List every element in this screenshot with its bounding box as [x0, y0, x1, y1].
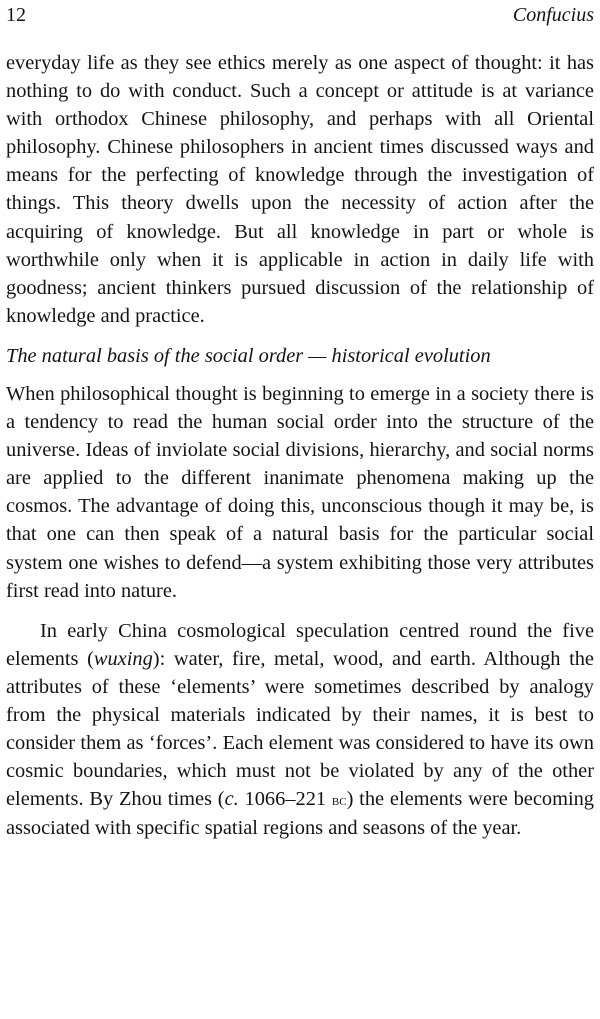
running-title: Confucius [512, 4, 594, 26]
p3-text-part3: ) the elements were becoming associated with specific spatial regions and seasons of the year. [6, 788, 594, 840]
paragraph-ethics-conduct: everyday life as they see ethics merely as one aspect of thought: it has nothing to do with conduct. Such a concept or attitude is at variance with orthodox Chinese philosophy, and perhaps with all Oriental philosophy. Chinese philosophers in ancient times discussed ways and means for the perfecting of knowledge through the investigation of things. This theory dwells upon the necessity of action after the acquiring of knowledge. But all knowledge in part or whole is worthwhile only when it is applicable in action in daily life with goodness; ancient thinkers pursued discussion of the relationship of knowledge and practice. [6, 52, 594, 327]
p3-dates: 1066–221 [238, 788, 332, 811]
book-page [6, 0, 594, 1019]
paragraph-five-elements [6, 617, 594, 843]
circa-abbrev: c. [224, 788, 239, 811]
section-heading: The natural basis of the social order — historical evolution [6, 344, 491, 367]
era-abbrev: bc [331, 790, 347, 810]
paragraph-social-order: When philosophical thought is beginning to emerge in a society there is a tendency to read the human social order into the structure of the universe. Ideas of inviolate social divisions, hierarchy, and social norms are applied to the different inanimate phenomena making up the cosmos. The advantage of doing this, unconscious though it may be, is that one can then speak of a natural basis for the particular social system one wishes to defend—a system exhibiting those very attributes first read into nature. [6, 382, 594, 602]
page-number: 12 [6, 4, 26, 26]
body-text [6, 49, 594, 842]
p3-text-part2: ): water, fire, metal, wood, and earth. Although the attributes of these ‘elements’ were sometimes described by analogy from the physical materials indicated by their names, it is best to consider them as ‘forces’. Each element was considered to have its own cosmic boundaries, which must not be violated by any of the other elements. By Zhou times ( [6, 647, 594, 811]
term-wuxing: wuxing [93, 647, 153, 670]
running-head [6, 2, 594, 28]
p3-text-part1: In early China cosmological speculation centred round the five elements ( [6, 619, 594, 670]
